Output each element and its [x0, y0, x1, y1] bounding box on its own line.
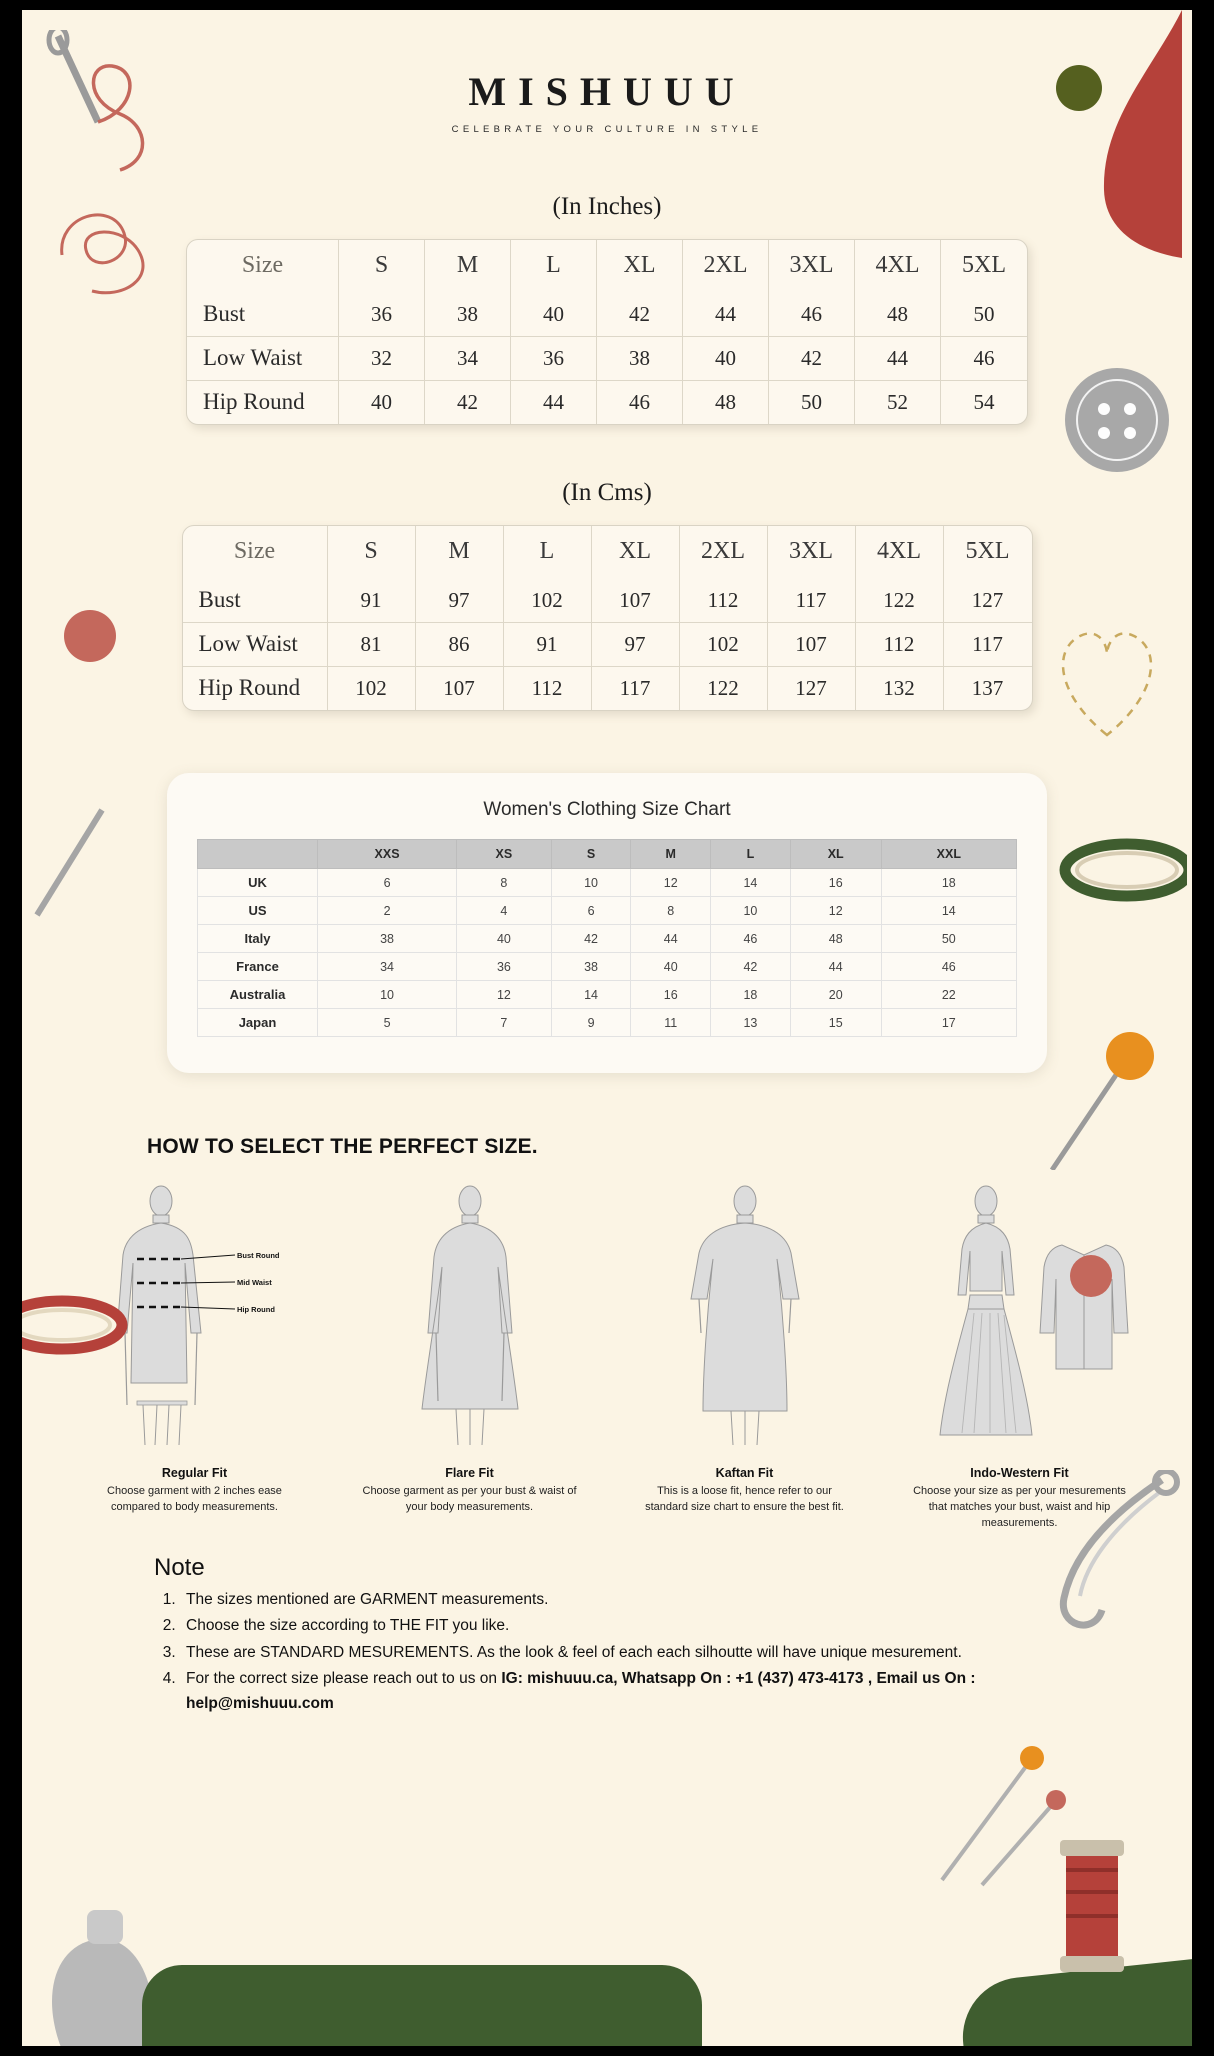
inches-table-wrap	[22, 239, 1192, 425]
cell: 32	[339, 337, 425, 381]
cell: 46	[881, 953, 1016, 981]
cell: 14	[881, 897, 1016, 925]
cell: 122	[856, 579, 944, 623]
cell: 16	[631, 981, 711, 1009]
label-hip-round: Hip Round	[236, 1305, 275, 1314]
table-row	[198, 953, 1017, 981]
table-row	[198, 869, 1017, 897]
col-s: S	[551, 840, 631, 869]
row-label: Australia	[198, 981, 318, 1009]
table-row	[187, 337, 1027, 381]
brand-header	[22, 68, 1192, 135]
table-header-row	[187, 240, 1027, 293]
cms-table-wrap	[22, 525, 1192, 711]
col-xl: XL	[597, 240, 683, 293]
table-row	[183, 579, 1032, 623]
regular-fit-illustration	[95, 1183, 295, 1458]
grey-needle-icon	[32, 800, 122, 920]
cell: 5	[318, 1009, 457, 1037]
cell: 7	[457, 1009, 552, 1037]
kaftan-fit-illustration	[645, 1183, 845, 1458]
fit-desc: Choose garment with 2 inches ease compared to body measurements.	[107, 1485, 282, 1513]
cell: 14	[711, 869, 791, 897]
cell: 38	[318, 925, 457, 953]
cell: 8	[457, 869, 552, 897]
flare-fit-illustration	[370, 1183, 570, 1458]
cms-title: (In Cms)	[562, 479, 652, 506]
red-ribbon-shape	[1032, 10, 1182, 260]
col-size: Size	[183, 526, 328, 579]
size-table-cms	[182, 525, 1033, 711]
table-row	[198, 925, 1017, 953]
col-4xl: 4XL	[855, 240, 941, 293]
cell: 48	[683, 381, 769, 424]
cell: 18	[711, 981, 791, 1009]
row-label: Low Waist	[187, 337, 339, 381]
col-5xl: 5XL	[965, 538, 1010, 564]
cell: 48	[855, 293, 941, 337]
inches-title: (In Inches)	[552, 193, 662, 220]
cell: 117	[944, 623, 1032, 667]
cell: 46	[769, 293, 855, 337]
cell: 20	[790, 981, 881, 1009]
cell: 42	[597, 293, 683, 337]
green-cloth-shape	[142, 1965, 702, 2046]
cell: 137	[971, 675, 1004, 700]
col-5xl: 5XL	[962, 252, 1006, 278]
table-header-row	[183, 526, 1032, 579]
cell: 117	[768, 579, 856, 623]
cell: 6	[551, 897, 631, 925]
cell: 40	[457, 925, 552, 953]
table-row	[198, 1009, 1017, 1037]
col-3xl: 3XL	[769, 240, 855, 293]
fit-desc: This is a loose fit, hence refer to our standard size chart to ensure the best fit.	[645, 1485, 844, 1513]
cell: 127	[944, 579, 1032, 623]
cell: 46	[711, 925, 791, 953]
cell: 112	[680, 579, 768, 623]
col-m: M	[416, 526, 504, 579]
fit-name: Flare Fit	[445, 1466, 494, 1480]
cell: 91	[328, 579, 416, 623]
figure-indo-western-fit	[912, 1183, 1127, 1532]
cell: 38	[597, 337, 683, 381]
row-label: US	[198, 897, 318, 925]
col-l: L	[511, 240, 597, 293]
table-row	[198, 981, 1017, 1009]
cell: 9	[551, 1009, 631, 1037]
cell: 42	[769, 337, 855, 381]
cell: 97	[416, 579, 504, 623]
cell: 8	[631, 897, 711, 925]
cell: 54	[973, 389, 995, 414]
table-row	[183, 667, 1032, 710]
col-xl: XL	[592, 526, 680, 579]
cell: 38	[551, 953, 631, 981]
cell: 38	[425, 293, 511, 337]
green-cloth-2-shape	[957, 1957, 1192, 2046]
green-hoop-icon	[1047, 830, 1187, 910]
row-label: France	[198, 953, 318, 981]
label-mid-waist: Mid Waist	[236, 1278, 272, 1287]
cell: 17	[881, 1009, 1016, 1037]
note-contact: IG: mishuuu.ca, Whatsapp On : +1 (437) 473-4173 , Email us On : help@mishuuu.com	[186, 1670, 976, 1712]
list-item	[180, 1588, 1054, 1612]
womens-chart-title: Women's Clothing Size Chart	[483, 799, 731, 820]
cell: 102	[680, 623, 768, 667]
row-label: Hip Round	[183, 667, 328, 710]
col-size: Size	[187, 240, 339, 293]
cell: 117	[592, 667, 680, 710]
note-text: For the correct size please reach out to us on	[186, 1670, 502, 1688]
fit-desc: Choose your size as per your mesurements that matches your bust, waist and hip measurements.	[913, 1485, 1126, 1529]
cell: 102	[328, 667, 416, 710]
cell: 48	[790, 925, 881, 953]
row-label: Bust	[183, 579, 328, 623]
fit-name: Regular Fit	[161, 1466, 228, 1480]
cell: 22	[881, 981, 1016, 1009]
col-s: S	[328, 526, 416, 579]
cell: 10	[551, 869, 631, 897]
table-row	[187, 381, 1027, 424]
cell: 12	[631, 869, 711, 897]
note-list	[154, 1588, 1054, 1716]
cell: 36	[457, 953, 552, 981]
col-2xl: 2XL	[683, 240, 769, 293]
cell: 34	[425, 337, 511, 381]
cell: 13	[711, 1009, 791, 1037]
figure-flare-fit	[362, 1183, 577, 1532]
cell: 107	[416, 667, 504, 710]
cell: 44	[631, 925, 711, 953]
cell: 122	[680, 667, 768, 710]
row-label: Bust	[187, 293, 339, 337]
fit-name: Kaftan Fit	[715, 1466, 774, 1480]
cell: 50	[769, 381, 855, 424]
table-row	[187, 293, 1027, 337]
row-label: Low Waist	[183, 623, 328, 667]
cell: 44	[855, 337, 941, 381]
cell: 102	[504, 579, 592, 623]
grey-thimble-shape	[32, 1830, 182, 2046]
cell: 14	[551, 981, 631, 1009]
note-text: Choose the size according to THE FIT you like.	[186, 1617, 510, 1635]
col-2xl: 2XL	[680, 526, 768, 579]
womens-size-conversion-table	[197, 839, 1017, 1037]
cell: 127	[768, 667, 856, 710]
row-label: Hip Round	[187, 381, 339, 424]
cell: 2	[318, 897, 457, 925]
cell: 97	[592, 623, 680, 667]
col-xl: XL	[790, 840, 881, 869]
table-row	[183, 623, 1032, 667]
cell: 10	[318, 981, 457, 1009]
cell: 40	[683, 337, 769, 381]
col-4xl: 4XL	[856, 526, 944, 579]
cell: 12	[790, 897, 881, 925]
cell: 34	[318, 953, 457, 981]
cell: 36	[339, 293, 425, 337]
col-l: L	[504, 526, 592, 579]
note-text: The sizes mentioned are GARMENT measurements.	[186, 1590, 549, 1608]
brand-name: MISHUUU	[468, 69, 746, 114]
cell: 132	[856, 667, 944, 710]
list-item	[180, 1667, 1054, 1716]
cell: 42	[551, 925, 631, 953]
row-label: UK	[198, 869, 318, 897]
col-s: S	[339, 240, 425, 293]
cell: 91	[504, 623, 592, 667]
cell: 44	[683, 293, 769, 337]
cell: 46	[597, 381, 683, 424]
cell: 42	[711, 953, 791, 981]
size-chart-page	[22, 10, 1192, 2046]
col-region	[198, 840, 318, 869]
table-row	[198, 897, 1017, 925]
cell: 44	[511, 381, 597, 424]
cell: 36	[511, 337, 597, 381]
cell: 50	[941, 293, 1027, 337]
cell: 52	[855, 381, 941, 424]
cell: 86	[416, 623, 504, 667]
thread-spool-icon	[1032, 1810, 1152, 2000]
note-title: Note	[154, 1553, 205, 1581]
indo-western-fit-illustration	[912, 1183, 1142, 1458]
row-label: Italy	[198, 925, 318, 953]
table-header-row	[198, 840, 1017, 869]
figure-regular-fit	[87, 1183, 302, 1532]
col-xs: XS	[457, 840, 552, 869]
cell: 44	[790, 953, 881, 981]
cell: 40	[511, 293, 597, 337]
how-to-select-title: HOW TO SELECT THE PERFECT SIZE.	[147, 1135, 538, 1158]
cell: 11	[631, 1009, 711, 1037]
cell: 12	[457, 981, 552, 1009]
size-table-inches	[186, 239, 1028, 425]
fit-desc: Choose garment as per your bust & waist of your body measurements.	[362, 1485, 577, 1513]
cell: 16	[790, 869, 881, 897]
cell: 6	[318, 869, 457, 897]
womens-clothing-card	[167, 773, 1047, 1073]
label-bust-round: Bust Round	[236, 1251, 279, 1260]
col-xxl: XXL	[881, 840, 1016, 869]
fit-figures	[22, 1183, 1192, 1532]
cell: 40	[339, 381, 425, 424]
list-item	[180, 1614, 1054, 1638]
cell: 112	[504, 667, 592, 710]
cell: 107	[592, 579, 680, 623]
cell: 46	[941, 337, 1027, 381]
fit-name: Indo-Western Fit	[970, 1466, 1069, 1480]
figure-kaftan-fit	[637, 1183, 852, 1532]
list-item	[180, 1641, 1054, 1665]
col-xxs: XXS	[318, 840, 457, 869]
cell: 112	[856, 623, 944, 667]
col-m: M	[631, 840, 711, 869]
cell: 10	[711, 897, 791, 925]
col-3xl: 3XL	[768, 526, 856, 579]
cell: 18	[881, 869, 1016, 897]
cell: 42	[425, 381, 511, 424]
cell: 50	[881, 925, 1016, 953]
straight-pins-icon	[932, 1710, 1072, 1890]
cell: 40	[631, 953, 711, 981]
brand-tagline: CELEBRATE YOUR CULTURE IN STYLE	[451, 124, 763, 135]
note-section	[154, 1554, 1054, 1716]
cell: 107	[768, 623, 856, 667]
row-label: Japan	[198, 1009, 318, 1037]
col-m: M	[425, 240, 511, 293]
note-text: These are STANDARD MESUREMENTS. As the look & feel of each each silhoutte will have unique mesurement.	[186, 1643, 962, 1661]
cell: 15	[790, 1009, 881, 1037]
col-l: L	[711, 840, 791, 869]
cell: 81	[328, 623, 416, 667]
cell: 4	[457, 897, 552, 925]
